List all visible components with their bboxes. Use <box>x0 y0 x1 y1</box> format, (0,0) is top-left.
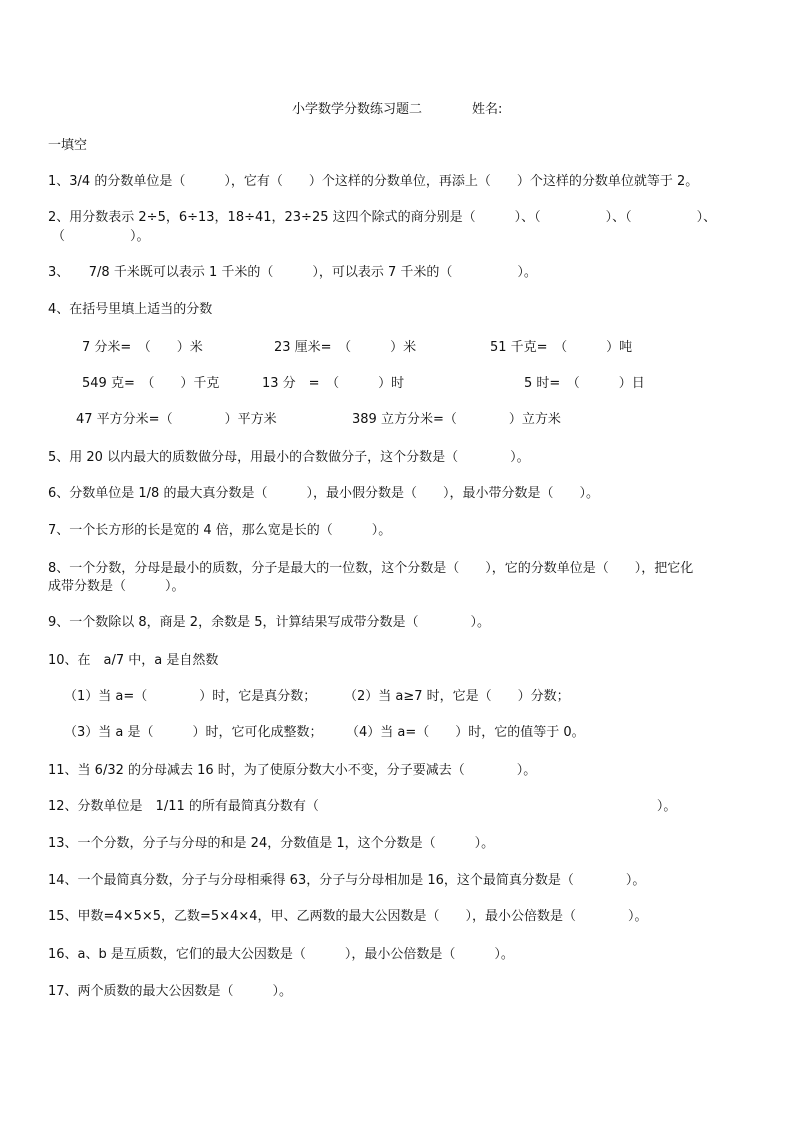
worksheet-title: 小学数学分数练习题二 <box>292 102 423 117</box>
question-10: 10、在 a/7 中，a 是自然数 <box>48 653 219 668</box>
q4-item-8: 389 立方分米=（ ）立方米 <box>352 412 561 427</box>
question-2-continued: （ ）。 <box>52 229 150 244</box>
q10-item-2: （2）当 a≥7 时，它是（ ）分数； <box>344 689 570 704</box>
question-15: 15、甲数=4×5×5，乙数=5×4×4，甲、乙两数的最大公因数是（ ），最小公倍数是（ ）。 <box>48 909 648 924</box>
question-8: 8、一个分数，分母是最小的质数，分子是最大的一位数，这个分数是（ ），它的分数单位是（ ），把它化 <box>48 561 694 576</box>
question-1: 1、3/4 的分数单位是（ ），它有（ ）个这样的分数单位，再添上（ ）个这样的分数单位就等于 2。 <box>48 174 699 189</box>
question-11: 11、当 6/32 的分母减去 16 时，为了使原分数大小不变，分子要减去（ ）。 <box>48 763 537 778</box>
q4-item-1: 7 分米= （ ）米 <box>82 340 203 355</box>
question-17: 17、两个质数的最大公因数是（ ）。 <box>48 984 293 999</box>
section-heading: 一填空 <box>48 138 88 153</box>
q10-item-1: （1）当 a=（ ）时，它是真分数； <box>64 689 317 704</box>
question-9: 9、一个数除以 8，商是 2，余数是 5，计算结果写成带分数是（ ）。 <box>48 615 490 630</box>
question-5: 5、用 20 以内最大的质数做分母，用最小的合数做分子，这个分数是（ ）。 <box>48 450 530 465</box>
q4-item-5: 13 分 = （ ）时 <box>262 376 405 391</box>
q4-item-7: 47 平方分米=（ ）平方米 <box>76 412 277 427</box>
question-14: 14、一个最简真分数，分子与分母相乘得 63，分子与分母相加是 16，这个最简真分数是（ ）。 <box>48 873 646 888</box>
q4-item-4: 549 克= （ ）千克 <box>82 376 220 391</box>
q10-item-3: （3）当 a 是（ ）时，它可化成整数； <box>64 725 323 740</box>
name-label: 姓名: <box>472 102 503 117</box>
question-13: 13、一个分数，分子与分母的和是 24，分数值是 1，这个分数是（ ）。 <box>48 836 495 851</box>
question-12: 12、分数单位是 1/11 的所有最简真分数有（ ）。 <box>48 799 677 814</box>
q4-item-2: 23 厘米= （ ）米 <box>274 340 417 355</box>
q10-item-4: （4）当 a=（ ）时，它的值等于 0。 <box>346 725 585 740</box>
question-6: 6、分数单位是 1/8 的最大真分数是（ ），最小假分数是（ ），最小带分数是（ ）。 <box>48 486 599 501</box>
question-16: 16、a、b 是互质数，它们的最大公因数是（ ），最小公倍数是（ ）。 <box>48 947 514 962</box>
question-4: 4、在括号里填上适当的分数 <box>48 302 213 317</box>
question-2: 2、用分数表示 2÷5，6÷13，18÷41，23÷25 这四个除式的商分别是（ ）、（ ）、（ ）、 <box>48 210 717 225</box>
q4-item-6: 5 时= （ ）日 <box>524 376 645 391</box>
question-3: 3、 7/8 千米既可以表示 1 千米的（ ），可以表示 7 千米的（ ）。 <box>48 265 537 280</box>
question-8-continued: 成带分数是（ ）。 <box>48 579 185 594</box>
question-7: 7、一个长方形的长是宽的 4 倍，那么宽是长的（ ）。 <box>48 523 392 538</box>
q4-item-3: 51 千克= （ ）吨 <box>490 340 633 355</box>
